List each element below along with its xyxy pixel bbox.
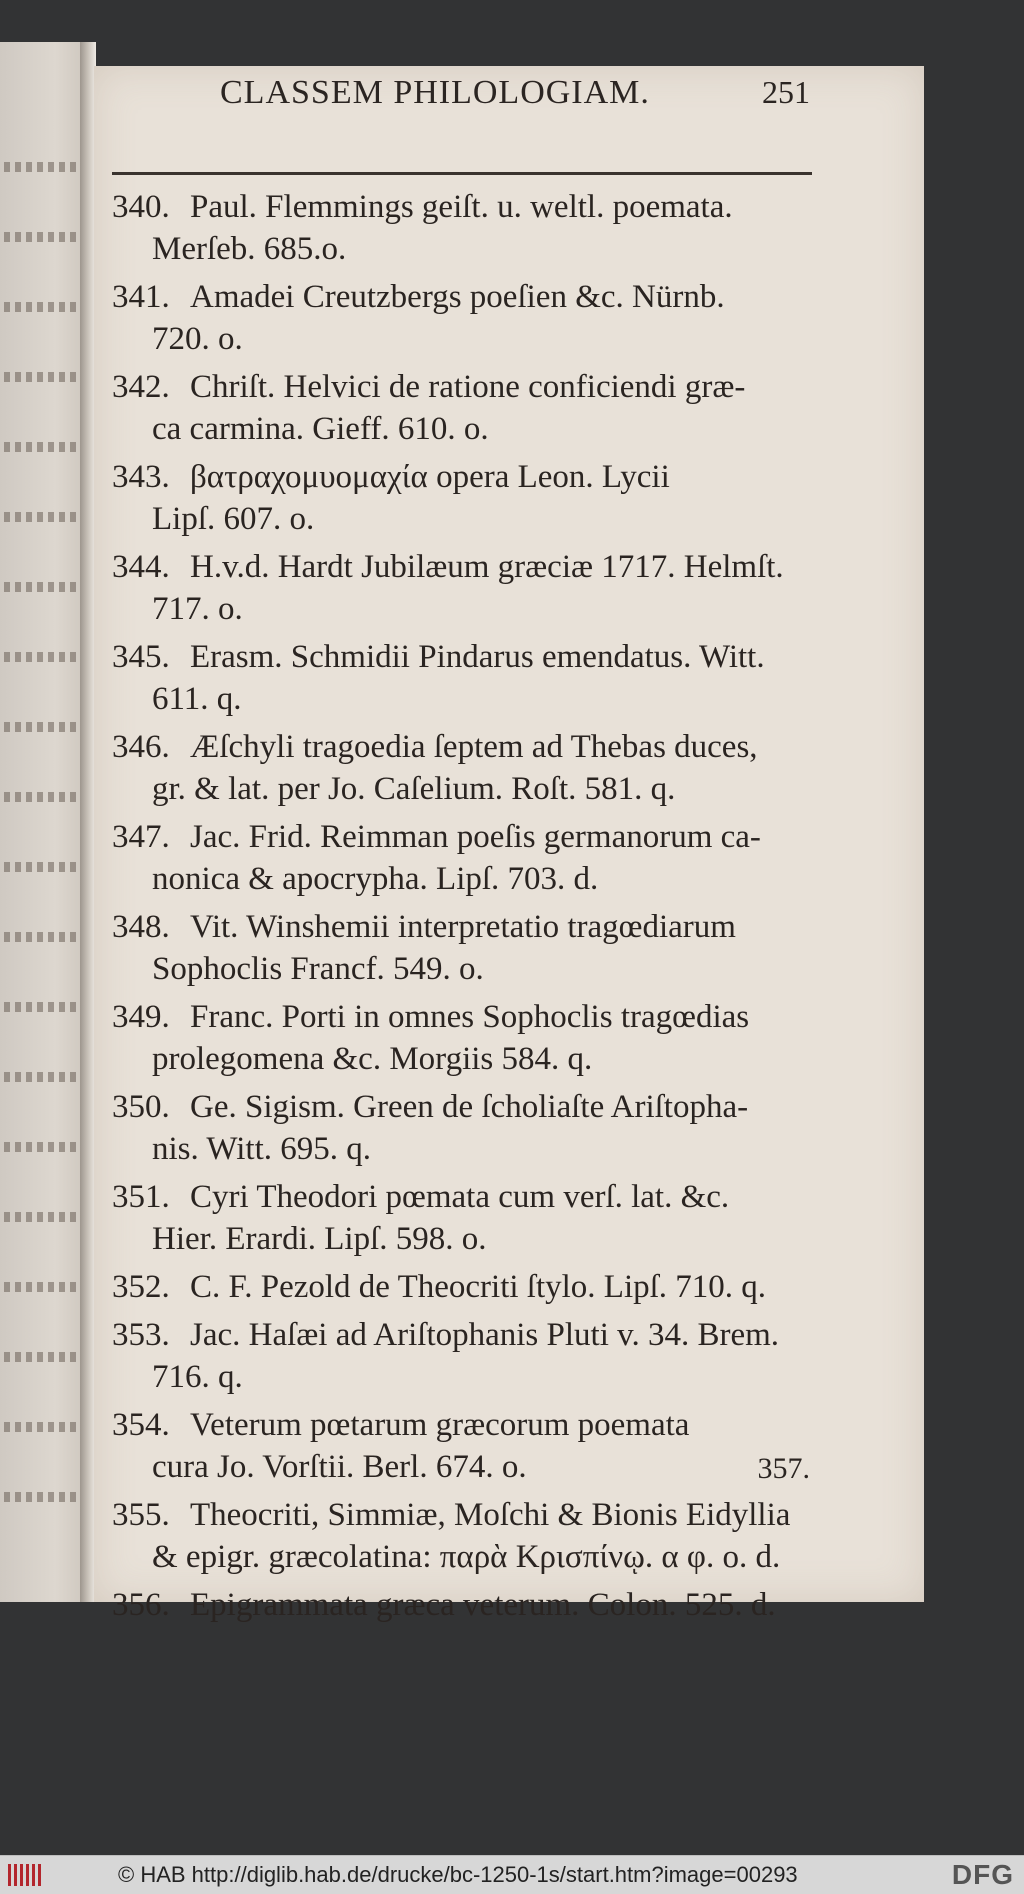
catalog-entry: 343. βατραχομυομαχία opera Leon. Lycii Lipſ. 607. o. [112,459,670,537]
catalog-entry: 349. Franc. Porti in omnes Sophoclis tragœdias prolegomena &c. Morgiis 584. q. [112,999,750,1077]
running-title: CLASSEM PHILOLOGIAM. [220,74,650,111]
catalog-entry: 356. Epigrammata græca veterum. Colon. 525. d. [112,1587,776,1623]
running-head [130,64,810,120]
catalog-entry: 348. Vit. Winshemii interpretatio tragœdiarum Sophoclis Francf. 549. o. [112,909,736,987]
catalog-entries [112,186,812,1632]
catalog-entry: 346. Æſchyli tragoedia ſeptem ad Thebas duces, gr. & lat. per Jo. Caſelium. Roſt. 581. q. [112,729,758,807]
catalog-entry: 347. Jac. Frid. Reimman poeſis germanorum ca- nonica & apocrypha. Lipſ. 703. d. [112,819,761,897]
catalog-entry: 345. Erasm. Schmidii Pindarus emendatus. Witt. 611. q. [112,639,765,717]
catalog-entry: 344. H.v.d. Hardt Jubilæum græciæ 1717. Helmſt. 717. o. [112,549,784,627]
previous-page-edge [0,42,92,1602]
hab-logo-icon [8,1864,44,1886]
catalog-entry: 340. Paul. Flemmings geiſt. u. weltl. poemata. Merſeb. 685.o. [112,189,733,267]
catchword: 357. [757,1452,810,1485]
catalog-entry: 350. Ge. Sigism. Green de ſcholiaſte Ariſtopha- nis. Witt. 695. q. [112,1089,749,1167]
viewer-footer [0,1855,1024,1894]
catalog-entry: 353. Jac. Haſæi ad Ariſtophanis Pluti v. 34. Brem. 716. q. [112,1317,780,1395]
catalog-entry: 355. Theocriti, Simmiæ, Moſchi & Bionis Eidyllia & epigr. græcolatina: παρὰ Κρισπίνῳ. α φ. ο. d. [112,1497,791,1575]
catalog-entry: 352. C. F. Pezold de Theocriti ſtylo. Lipſ. 710. q. [112,1269,767,1305]
header-rule [112,172,812,175]
page-number: 251 [762,74,810,110]
copyright-link[interactable]: © HAB http://diglib.hab.de/drucke/bc-1250-1s/start.htm?image=00293 [118,1862,798,1887]
catalog-entry: 351. Cyri Theodori pœmata cum verſ. lat. &c. Hier. Erardi. Lipſ. 598. o. [112,1179,730,1257]
dfg-logo: DFG [951,1859,1014,1890]
catalog-entry: 354. Veterum pœtarum græcorum poemata cura Jo. Vorſtii. Berl. 674. o. [112,1407,690,1485]
catalog-entry: 341. Amadei Creutzbergs poeſien &c. Nürnb. 720. o. [112,279,725,357]
catalog-entry: 342. Chriſt. Helvici de ratione conficiendi græ- ca carmina. Gieff. 610. o. [112,369,746,447]
